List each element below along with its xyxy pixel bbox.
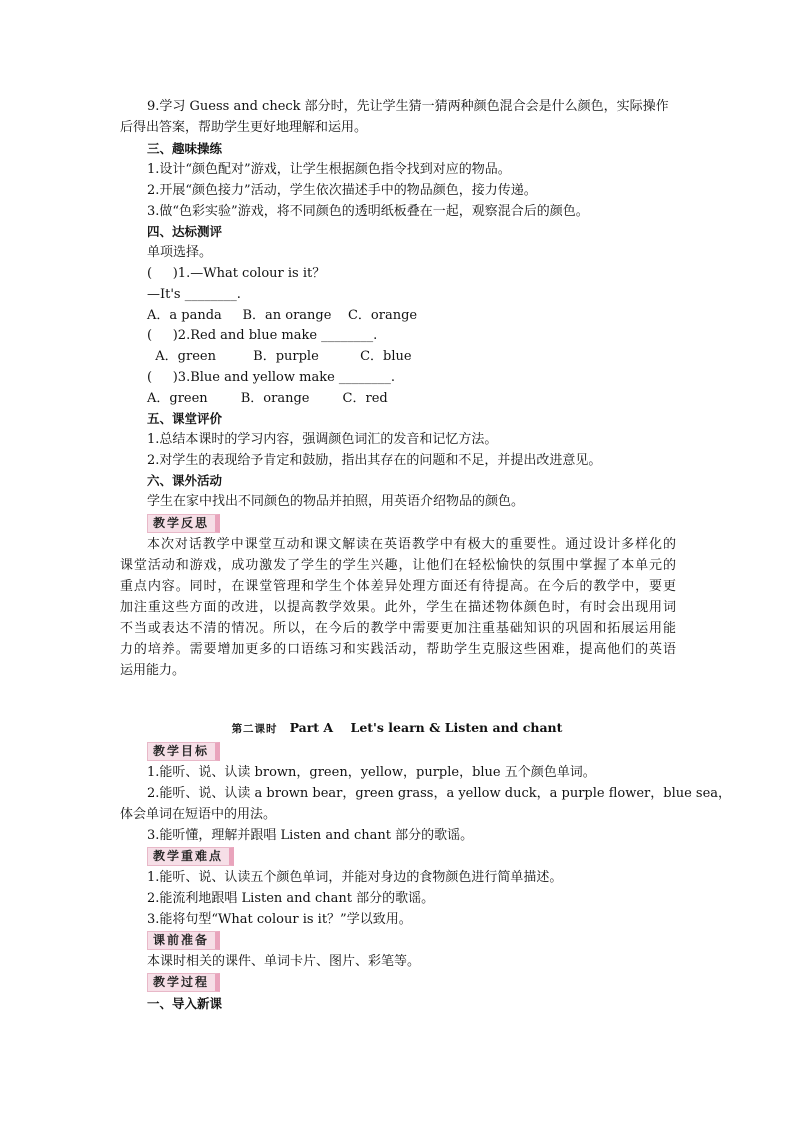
- preparation-line: 本课时相关的课件、单词卡片、图片、彩笔等。: [147, 954, 421, 969]
- reflection-line: 课堂活动和游戏，成功激发了学生的学生兴趣，让他们在轻松愉快的氛围中掌握了本单元的: [120, 558, 676, 573]
- section-heading: 四、达标测评: [147, 224, 223, 239]
- quiz-options: A．a panda B．an orange C．orange: [147, 308, 418, 323]
- paragraph-line: 2.对学生的表现给予肯定和鼓励，指出其存在的问题和不足，并提出改进意见。: [147, 453, 602, 468]
- paragraph-line: 1.总结本课时的学习内容，强调颜色词汇的发音和记忆方法。: [147, 432, 498, 447]
- quiz-answer-line: —It's ________.: [147, 287, 241, 302]
- lesson-title: Part A Let's learn & Listen and chant: [289, 720, 563, 735]
- paragraph-line: 9.学习 Guess and check 部分时，先让学生猜一猜两种颜色混合会是什么颜色，实际操作: [147, 99, 669, 114]
- reflection-line: 本次对话教学中课堂互动和课文解读在英语教学中有极大的重要性。通过设计多样化的: [147, 537, 676, 552]
- section-heading: 五、课堂评价: [147, 411, 223, 426]
- section-heading: 三、趣味操练: [147, 141, 223, 156]
- key-point-line: 3.能将句型“What colour is it？”学以致用。: [147, 912, 412, 927]
- goal-line: 3.能听懂，理解并跟唱 Listen and chant 部分的歌谣。: [147, 828, 474, 843]
- reflection-line: 加注重这些方面的改进，以提高教学效果。此外，学生在描述物体颜色时，有时会出现用词: [120, 600, 676, 615]
- section-heading: 六、课外活动: [147, 473, 223, 488]
- reflection-line: 运用能力。: [120, 663, 186, 678]
- reflection-badge: 教学反思: [147, 514, 220, 533]
- process-badge: 教学过程: [147, 973, 220, 992]
- preparation-badge: 课前准备: [147, 931, 220, 950]
- reflection-line: 重点内容。同时，在课堂管理和学生个体差异处理方面还有待提高。在今后的教学中，要更: [120, 579, 676, 594]
- paragraph-line: 3.做“色彩实验”游戏，将不同颜色的透明纸板叠在一起，观察混合后的颜色。: [147, 204, 589, 219]
- lesson-heading: [0, 718, 794, 739]
- goal-line: 2.能听、说、认读 a brown bear，green grass，a yellow duck，a purple flower，blue sea，: [147, 786, 732, 801]
- key-point-line: 2.能流利地跟唱 Listen and chant 部分的歌谣。: [147, 891, 435, 906]
- key-point-line: 1.能听、说、认读五个颜色单词，并能对身边的食物颜色进行简单描述。: [147, 870, 563, 885]
- quiz-question: ( )1.—What colour is it？: [147, 266, 326, 281]
- reflection-line: 不当或表达不清的情况。所以，在今后的教学中需要更加注重基础知识的巩固和拓展运用能: [120, 621, 676, 636]
- goal-line: 1.能听、说、认读 brown，green，yellow，purple，blue 五个颜色单词。: [147, 765, 596, 780]
- paragraph-line: 后得出答案，帮助学生更好地理解和运用。: [120, 120, 368, 135]
- section-heading: 一、导入新课: [147, 996, 223, 1011]
- paragraph-line: 1.设计“颜色配对”游戏，让学生根据颜色指令找到对应的物品。: [147, 162, 511, 177]
- quiz-options: A．green B．orange C．red: [147, 391, 388, 406]
- goal-line: 体会单词在短语中的用法。: [120, 807, 277, 822]
- reflection-line: 力的培养。需要增加更多的口语练习和实践活动，帮助学生克服这些困难，提高他们的英语: [120, 642, 676, 657]
- quiz-question: ( )2.Red and blue make ________.: [147, 328, 378, 343]
- quiz-options: A．green B．purple C．blue: [147, 349, 412, 364]
- lesson-label: 第二课时: [231, 723, 278, 735]
- paragraph-line: 2.开展“颜色接力”活动，学生依次描述手中的物品颜色，接力传递。: [147, 183, 537, 198]
- quiz-question: ( )3.Blue and yellow make ________.: [147, 370, 396, 385]
- goals-badge: 教学目标: [147, 742, 220, 761]
- key-points-badge: 教学重难点: [147, 847, 234, 866]
- paragraph-line: 学生在家中找出不同颜色的物品并拍照，用英语介绍物品的颜色。: [147, 494, 525, 509]
- quiz-intro: 单项选择。: [147, 245, 213, 260]
